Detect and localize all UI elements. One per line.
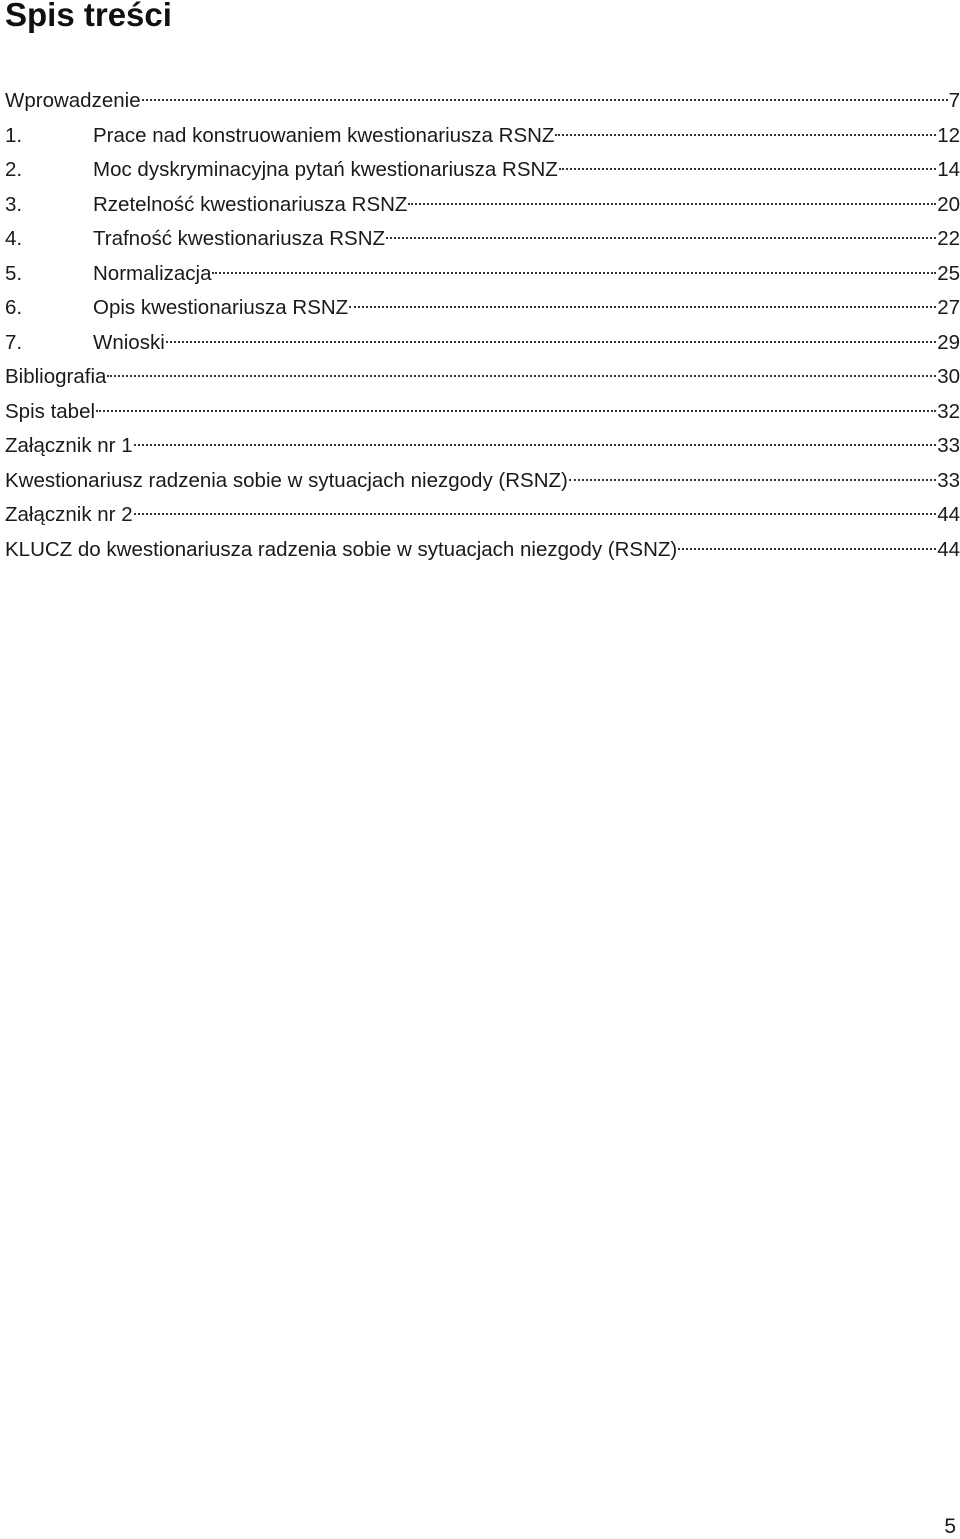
toc-entry-title: Wnioski — [93, 330, 165, 354]
page-title: Spis treści — [5, 0, 172, 33]
toc-entry-number: 3. — [5, 192, 23, 216]
toc-entry[interactable] — [5, 222, 960, 257]
toc-entry[interactable] — [5, 360, 960, 395]
toc-dot-leader — [134, 513, 937, 515]
toc-entry-page: 7 — [948, 89, 960, 112]
toc-entry-title: Moc dyskryminacyjna pytań kwestionariusza RSNZ — [93, 158, 558, 181]
table-of-contents — [5, 84, 960, 567]
toc-entry[interactable] — [5, 257, 960, 292]
toc-entry-page: 44 — [937, 537, 960, 561]
toc-entry[interactable] — [5, 464, 960, 499]
toc-entry-page: 20 — [937, 192, 960, 216]
toc-entry-title: Spis tabel — [5, 399, 96, 423]
toc-dot-leader — [559, 168, 936, 170]
toc-dot-leader — [107, 375, 936, 377]
toc-entry[interactable] — [5, 498, 960, 533]
toc-entry-title: Trafność kwestionariusza RSNZ — [93, 227, 386, 250]
toc-entry-number: 7. — [5, 330, 23, 354]
toc-entry[interactable] — [5, 395, 960, 430]
toc-dot-leader — [678, 548, 936, 550]
toc-entry-title: Bibliografia — [5, 365, 107, 388]
toc-entry-number: 1. — [5, 123, 23, 147]
toc-dot-leader — [569, 479, 936, 481]
toc-entry-page: 32 — [937, 399, 960, 423]
page-number: 5 — [944, 1515, 956, 1538]
toc-entry-title: KLUCZ do kwestionariusza radzenia sobie w sytuacjach niezgody (RSNZ) — [5, 537, 678, 561]
toc-entry-page: 30 — [937, 365, 960, 388]
toc-entry-page: 12 — [937, 123, 960, 147]
toc-entry[interactable] — [5, 429, 960, 464]
toc-entry[interactable] — [5, 291, 960, 326]
toc-entry[interactable] — [5, 188, 960, 223]
toc-entry-page: 14 — [937, 158, 960, 181]
toc-entry-page: 29 — [937, 330, 960, 354]
toc-entry-number: 2. — [5, 158, 23, 181]
toc-entry[interactable] — [5, 153, 960, 188]
toc-dot-leader — [386, 237, 936, 239]
toc-entry-title: Wprowadzenie — [5, 89, 141, 112]
toc-entry-page: 44 — [937, 503, 960, 526]
toc-entry[interactable] — [5, 119, 960, 154]
toc-entry-title: Załącznik nr 1 — [5, 434, 133, 457]
toc-entry-title: Rzetelność kwestionariusza RSNZ — [93, 192, 408, 216]
toc-entry-title: Załącznik nr 2 — [5, 503, 133, 526]
toc-dot-leader — [349, 306, 936, 308]
toc-dot-leader — [555, 134, 936, 136]
toc-dot-leader — [142, 99, 948, 101]
toc-entry[interactable] — [5, 326, 960, 361]
toc-entry-title: Prace nad konstruowaniem kwestionariusza RSNZ — [93, 123, 555, 147]
toc-dot-leader — [134, 444, 937, 446]
toc-entry-page: 27 — [937, 296, 960, 319]
toc-entry-number: 4. — [5, 227, 23, 250]
toc-dot-leader — [212, 272, 936, 274]
toc-dot-leader — [408, 203, 936, 205]
toc-dot-leader — [166, 341, 936, 343]
toc-entry-title: Opis kwestionariusza RSNZ — [93, 296, 349, 319]
toc-entry-page: 25 — [937, 261, 960, 285]
toc-entry[interactable] — [5, 533, 960, 568]
toc-entry-page: 22 — [937, 227, 960, 250]
toc-entry-number: 5. — [5, 261, 23, 285]
toc-dot-leader — [96, 410, 936, 412]
toc-entry[interactable] — [5, 84, 960, 119]
toc-entry-page: 33 — [937, 468, 960, 492]
toc-entry-title: Kwestionariusz radzenia sobie w sytuacjach niezgody (RSNZ) — [5, 468, 568, 492]
toc-entry-number: 6. — [5, 296, 23, 319]
toc-entry-title: Normalizacja — [93, 261, 212, 285]
toc-entry-page: 33 — [937, 434, 960, 457]
